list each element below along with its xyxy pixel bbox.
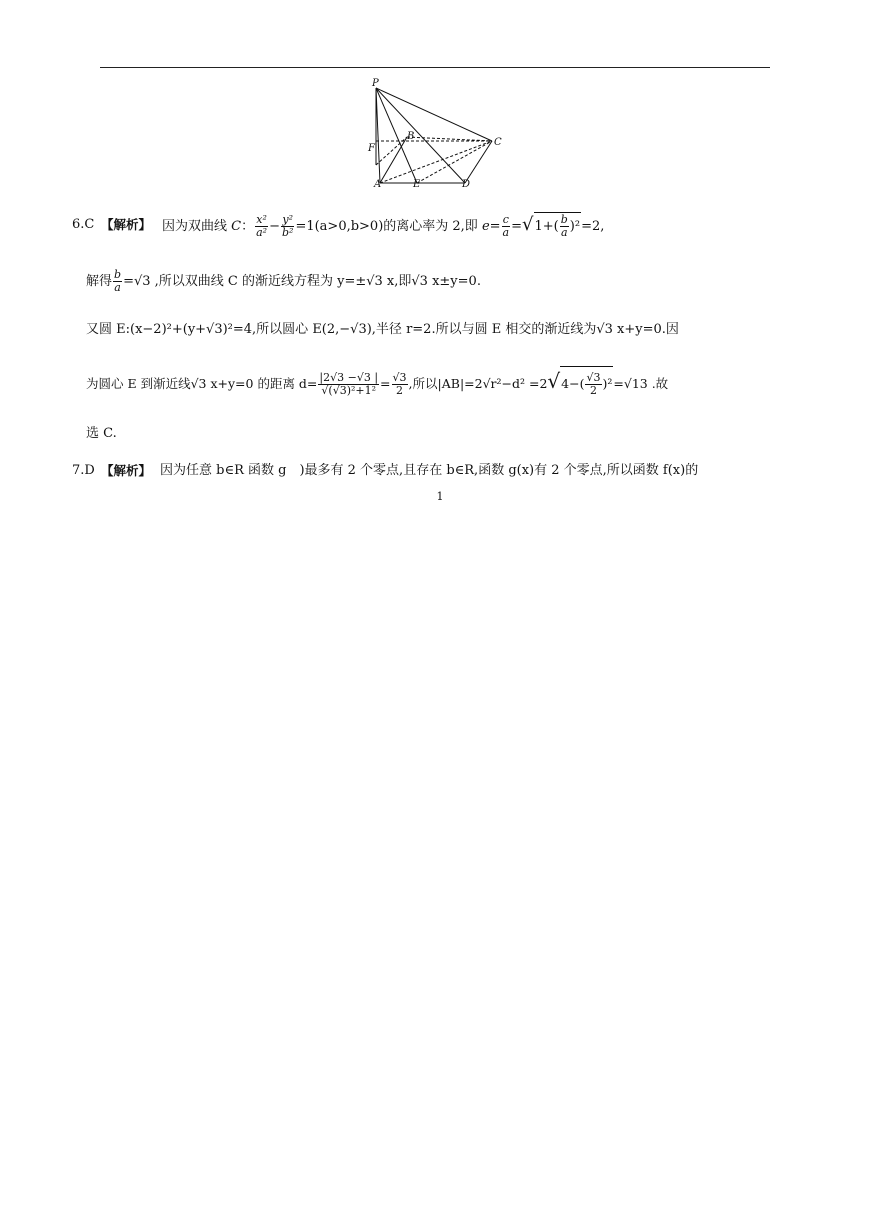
q6-text: 解得 — [86, 274, 113, 289]
q6-text: = — [511, 219, 523, 234]
point-label-P: P — [372, 78, 379, 89]
q7-text: 因为任意 b∈R 函数 g )最多有 2 个零点,且存在 b∈R,函数 g(x)有 2 个零点,所以函数 f(x)的 — [160, 463, 699, 478]
fraction: $\frac{\text{y²}}{\text{b²}}$ — [281, 213, 294, 239]
point-label-C: C — [494, 137, 502, 148]
q6-text: = — [380, 376, 391, 391]
q6-text: =2, — [581, 219, 605, 234]
point-label-A: A — [374, 179, 382, 189]
q6-var: e= — [481, 219, 501, 234]
q7-analysis-tag: 【解析】 — [101, 463, 152, 478]
fraction: $\frac{c}{a}$ — [502, 213, 510, 239]
q6-text: ： — [241, 219, 255, 234]
point-label-E: E — [413, 179, 421, 189]
fraction: $\frac{√3}{2}$ — [392, 371, 407, 397]
q6-line-2-body — [86, 268, 481, 296]
pyramid-figure — [360, 77, 510, 189]
point-label-D: D — [462, 179, 471, 189]
page-number: 1 — [436, 490, 444, 503]
radicand: 1+( $\frac{b}{a}$ )² — [534, 213, 581, 239]
radicand: 4−( $\frac{√3}{2}$ )² — [560, 366, 613, 401]
fraction: $\frac{|2√3 -√3 |}{\text{√(√3)²+1²}}$ — [319, 371, 379, 397]
fraction: $\frac{b}{a}$ — [114, 268, 122, 294]
q6-text: =1(a>0,b>0)的离心率为 2,即 — [295, 219, 482, 234]
header-rule — [100, 67, 770, 68]
q6-text: 又圆 E:(x−2)²+(y+√3)²=4,所以圆心 E(2,−√3),半径 r=2.所以与圆 E 相交的渐近线为√3 x+y=0.因 — [86, 322, 679, 337]
radical-sign: √ — [547, 369, 561, 393]
q6-line-4-body — [86, 364, 668, 401]
fraction: $\frac{\text{x²}}{\text{a²}}$ — [256, 213, 268, 239]
q6-line-1-body — [162, 211, 604, 241]
q6-number: 6.C — [72, 217, 95, 232]
q6-text: 因为双曲线 — [162, 219, 232, 234]
q6-text: 选 C. — [86, 426, 117, 441]
q6-text: =√3 ,所以双曲线 C 的渐近线方程为 y=±√3 x,即√3 x±y=0. — [123, 274, 481, 289]
radical-sign: √ — [522, 214, 534, 235]
point-label-F: F — [368, 143, 375, 154]
point-label-B: B — [407, 131, 415, 142]
q6-text: 为圆心 E 到渐近线√3 x+y=0 的距离 d= — [86, 376, 318, 391]
q6-text: =√13 .故 — [613, 376, 669, 391]
q6-text: ,所以|AB|=2√r²−d² =2 — [408, 376, 548, 391]
q6-var: C — [231, 219, 242, 234]
q6-text: − — [269, 219, 280, 234]
q6-analysis-tag: 【解析】 — [101, 217, 152, 232]
q7-number: 7.D — [72, 463, 95, 478]
